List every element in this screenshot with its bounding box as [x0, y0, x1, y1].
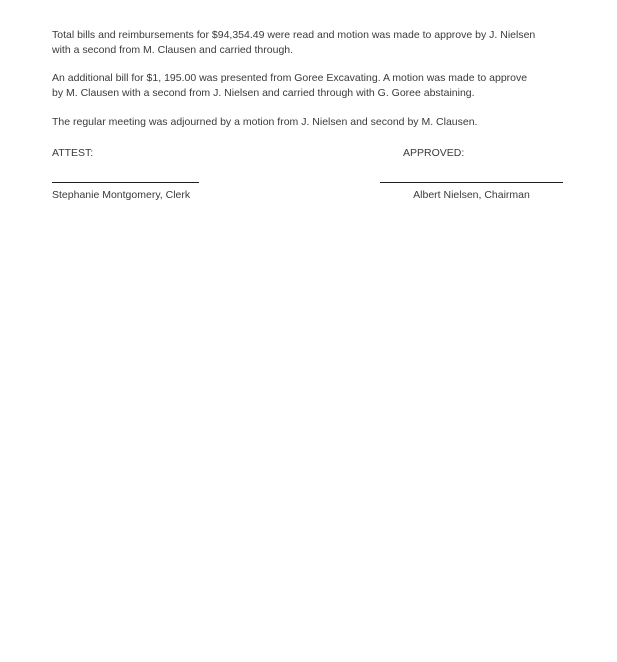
- paragraph-line: An additional bill for $1, 195.00 was presented from Goree Excavating. A motion was made to approve: [52, 72, 528, 84]
- chairman-signature-line: [380, 182, 563, 183]
- paragraph-additional-bill: [52, 71, 567, 101]
- paragraph-line: The regular meeting was adjourned by a motion from J. Nielsen and second by M. Clausen.: [52, 116, 478, 128]
- clerk-signature-line: [52, 182, 199, 183]
- paragraph-line: Total bills and reimbursements for $94,354.49 were read and motion was made to approve by J. Nielsen: [52, 29, 536, 41]
- paragraph-total-bills: [52, 28, 567, 58]
- signature-lines-row: [52, 182, 567, 184]
- paragraph-line: by M. Clausen with a second from J. Nielsen and carried through with G. Goree abstaining.: [52, 87, 475, 99]
- attest-label: ATTEST:: [52, 147, 94, 159]
- signature-labels-row: [52, 146, 567, 161]
- document-content: [52, 28, 567, 203]
- paragraph-adjournment: [52, 115, 567, 130]
- signature-names-row: [52, 188, 567, 203]
- chairman-signature-name: Albert Nielsen, Chairman: [413, 189, 530, 201]
- approved-label: APPROVED:: [403, 147, 465, 159]
- paragraph-line: with a second from M. Clausen and carried through.: [52, 44, 294, 56]
- clerk-signature-name: Stephanie Montgomery, Clerk: [52, 189, 191, 201]
